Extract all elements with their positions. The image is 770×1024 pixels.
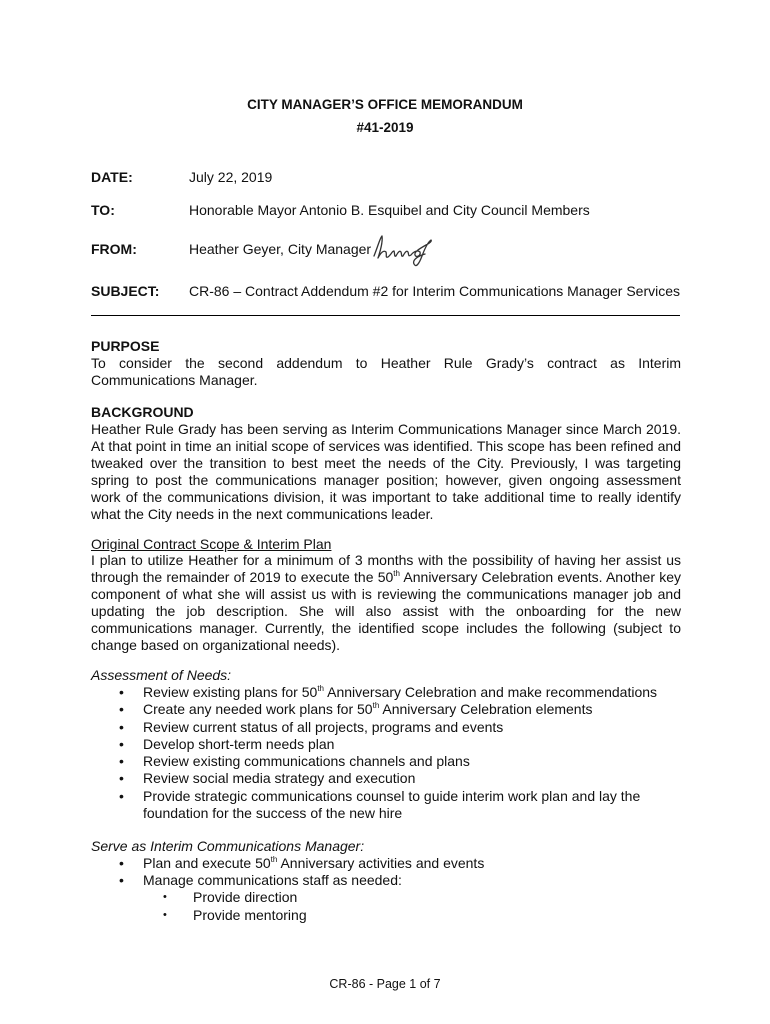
assessment-list xyxy=(91,684,681,822)
subject-label: SUBJECT: xyxy=(91,283,160,299)
sub-list-item: • Provide mentoring xyxy=(91,907,307,925)
to-value: Honorable Mayor Antonio B. Esquibel and City Council Members xyxy=(189,202,590,218)
from-label: FROM: xyxy=(91,241,137,257)
memo-title: CITY MANAGER’S OFFICE MEMORANDUM xyxy=(247,97,523,112)
scope-heading: Original Contract Scope & Interim Plan xyxy=(91,536,332,552)
serve-heading: Serve as Interim Communications Manager: xyxy=(91,838,365,854)
from-value: Heather Geyer, City Manager xyxy=(189,241,372,257)
list-item: • Review existing plans for 50th Anniversary Celebration and make recommendations xyxy=(91,684,681,701)
page-footer: CR-86 - Page 1 of 7 xyxy=(329,977,441,991)
sub-list-item: • Provide direction xyxy=(91,889,307,907)
purpose-heading: PURPOSE xyxy=(91,338,160,354)
to-label: TO: xyxy=(91,202,115,218)
purpose-text: To consider the second addendum to Heather Rule Grady’s contract as Interim Communications Manager. xyxy=(91,355,681,388)
list-item: • Review social media strategy and execution xyxy=(91,770,681,787)
signature-image xyxy=(370,232,436,272)
list-item: • Develop short-term needs plan xyxy=(91,736,681,753)
serve-list xyxy=(91,855,681,890)
list-item: • Create any needed work plans for 50th Anniversary Celebration elements xyxy=(91,701,681,718)
serve-sublist xyxy=(91,889,307,924)
subject-value: CR-86 – Contract Addendum #2 for Interim Communications Manager Services xyxy=(189,283,680,299)
date-value: July 22, 2019 xyxy=(189,169,273,185)
background-heading: BACKGROUND xyxy=(91,404,194,420)
scope-text: I plan to utilize Heather for a minimum of 3 months with the possibility of having her assist us through the remainder of 2019 to execute the 50th Anniversary Celebration events. Another key component of what she will assist us with is reviewing the communications manager job and updating the job description. She will also assist with the onboarding for the new communications manager. Currently, the identified scope includes the following (subject to change based on organizational needs). xyxy=(91,552,681,653)
memo-number: #41-2019 xyxy=(356,120,414,135)
list-item: • Review current status of all projects, programs and events xyxy=(91,719,681,736)
assessment-heading: Assessment of Needs: xyxy=(91,667,232,683)
list-item: • Manage communications staff as needed: xyxy=(91,872,681,889)
list-item: • Provide strategic communications counsel to guide interim work plan and lay the foundation for the success of the new hire xyxy=(91,788,663,823)
header-divider xyxy=(91,315,680,316)
date-label: DATE: xyxy=(91,169,133,185)
list-item: • Plan and execute 50th Anniversary activities and events xyxy=(91,855,681,872)
background-text: Heather Rule Grady has been serving as Interim Communications Manager since March 2019. At that point in time an initial scope of services was identified. This scope has been refined and tweaked over the transition to best meet the needs of the City. Previously, I was targeting spring to post the communications manager position; however, given ongoing assessment work of the communications division, it was important to take additional time to really identify what the City needs in the next communications leader. xyxy=(91,421,681,522)
list-item: • Review existing communications channels and plans xyxy=(91,753,681,770)
